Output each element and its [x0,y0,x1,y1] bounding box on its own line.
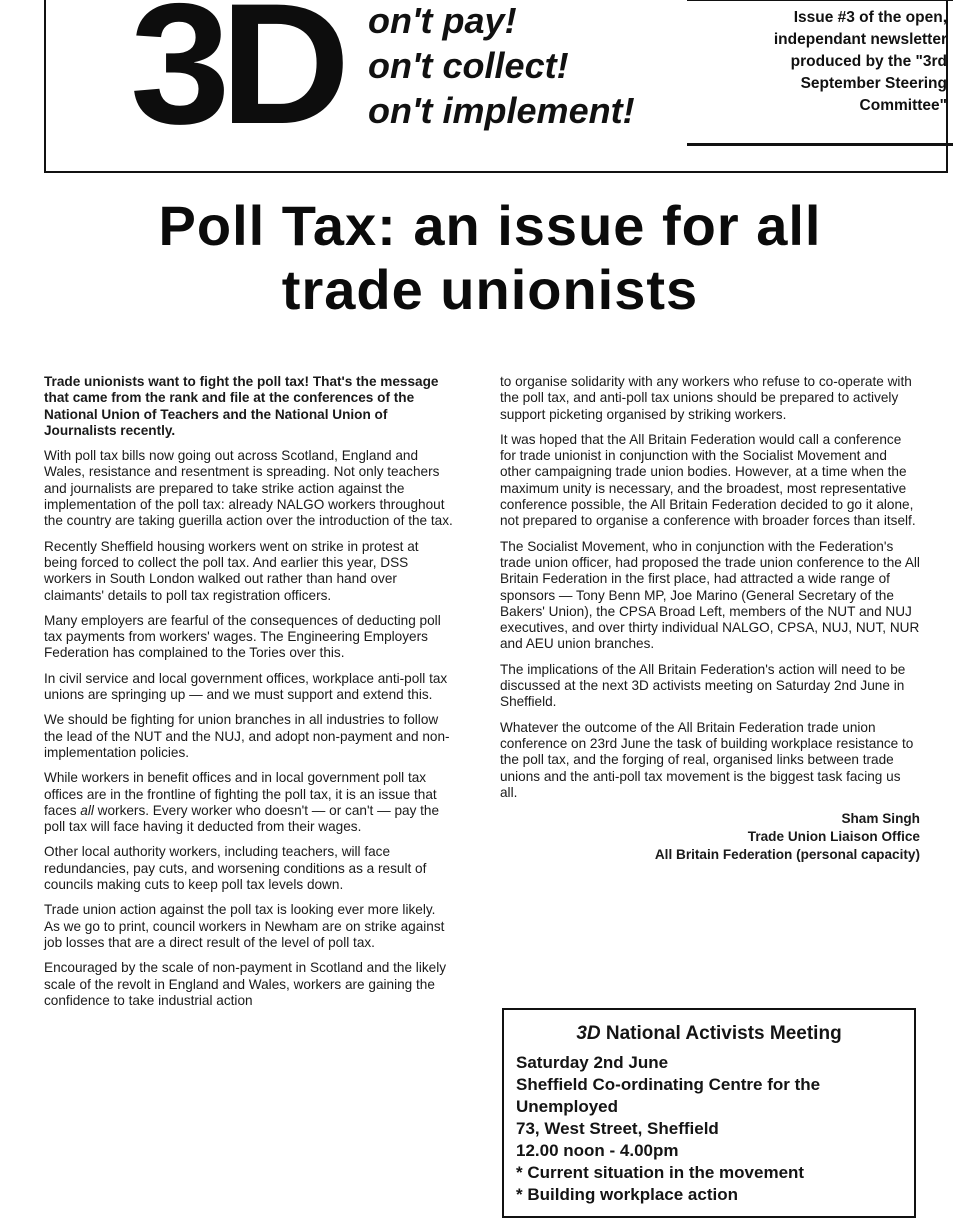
paragraph: Trade union action against the poll tax is looking ever more likely. As we go to print, council workers in Newham are on strike against job losses that are a direct result of the level of poll tax. [44,902,445,950]
slogan-implement: on't implement! [368,90,635,131]
notice-venue: Sheffield Co-ordinating Centre for the [516,1075,821,1094]
headline [40,194,940,322]
paragraph: It was hoped that the All Britain Federation would call a conference for trade unionist in conjunction with the Socialist Movement and other campaigning trade union bodies. However, at a time when the maximum unity is necessary, and the broadest, most representative conference possible, the All Britain Federation decided to go it alone, not prepared to organise a conference with broader forces than itself. [500,431,916,529]
slogan-pay: on't pay! [368,0,517,41]
issue-line: independant newsletter [773,31,947,48]
issue-text [697,7,947,117]
paragraph: Other local authority workers, including teachers, will face redundancies, pay cuts, and worsening conditions as a result of councils making cuts to keep poll tax levels down. [44,844,427,893]
paragraph: The Socialist Movement, who in conjunction with the Federation's trade union officer, had proposed the trade union conference to the All Britain Federation in the first place, had attracted a wide range of sponsors — Tony Benn MP, Joe Marino (General Secretary of the Bakers' Union), the CPSA Broad Left, members of the NUT and NUJ executives, and over thirty individual NALGO, CPSA, NUJ, NUT, NUR and AEU union branches. [500,538,920,652]
notice-title-3d: 3D [576,1023,601,1044]
paragraph: We should be fighting for union branches in all industries to follow the lead of the NUT and the NUJ, and adopt non-payment and non-implementation policies. [44,712,450,760]
paragraph: In civil service and local government offices, workplace anti-poll tax unions are springing up — and we must support and extend this. [44,670,448,703]
paragraph: With poll tax bills now going out across Scotland, England and Wales, resistance and resentment is spreading. Not only teachers and journalists are prepared to take strike action against the implementation of the poll tax: already NALGO workers throughout the country are taking guerilla action over the introduction of the tax. [44,448,453,529]
headline-line-1: Poll Tax: an issue for all [158,194,822,257]
lede-paragraph: Trade unionists want to fight the poll tax! That's the message that came from the rank and file at the conferences of the National Union of Teachers and the National Union of Journalists recently. [44,374,439,438]
text-run: While workers in benefit offices and in local government poll tax offices are in the frontline of fighting the poll tax, it is an issue that faces [44,770,437,818]
article-column-right [500,374,920,864]
issue-box [687,0,953,146]
paragraph: Recently Sheffield housing workers went on strike in protest at being forced to collect the poll tax. And earlier this year, DSS workers in South London walked out rather than hand over claimants' details to poll tax registration officers. [44,538,419,603]
paragraph: Encouraged by the scale of non-payment in Scotland and the likely scale of the revolt in England and Wales, workers are gaining the confidence to take industrial action [44,960,447,1008]
article-column-left [44,374,454,1018]
signature-role: Trade Union Liaison Office [747,829,920,845]
notice-address: 73, West Street, Sheffield [516,1119,719,1138]
masthead [44,0,948,173]
notice-title-rest: National Activists Meeting [600,1023,842,1044]
headline-line-2: trade unionists [281,258,699,321]
signature [500,810,920,864]
notice-venue-cont: Unemployed [516,1097,619,1116]
paragraph: to organise solidarity with any workers who refuse to co-operate with the poll tax, and anti-poll tax unions should be prepared to actively support picketing organised by striking workers. [500,374,912,422]
issue-line: Issue #3 of the open, [793,9,947,26]
paragraph: The implications of the All Britain Federation's action will need to be discussed at the next 3D activists meeting on Saturday 2nd June in Sheffield. [500,661,906,710]
issue-line: produced by the "3rd [790,53,947,70]
meeting-notice-box [502,1008,916,1218]
notice-date: Saturday 2nd June [516,1053,669,1072]
notice-time: 12.00 noon - 4.00pm [516,1141,679,1160]
paragraph: Whatever the outcome of the All Britain Federation trade union conference on 23rd June the task of building workplace resistance to the poll tax, and the forging of real, organised links between trade unions and the anti-poll tax movement is the biggest task facing us all. [500,719,914,800]
emphasis: all [80,802,94,818]
slogan-collect: on't collect! [368,45,569,86]
issue-line: September Steering [800,75,947,92]
slogans [368,0,635,133]
notice-agenda-item: * Building workplace action [516,1185,738,1204]
notice-agenda-item: * Current situation in the movement [516,1163,805,1182]
text-run: workers. Every worker who doesn't — or can't — pay the poll tax will face having it deducted from their wages. [44,802,440,835]
notice-title [516,1022,914,1046]
logo-3d: 3D [130,0,340,160]
paragraph: Many employers are fearful of the consequences of deducting poll tax payments from workers' wages. The Engineering Employers Federation has complained to the Tories over this. [44,612,441,661]
issue-line: Committee" [859,97,947,114]
signature-name: Sham Singh [841,811,920,827]
signature-org: All Britain Federation (personal capacity) [654,847,920,863]
paragraph [44,770,454,835]
